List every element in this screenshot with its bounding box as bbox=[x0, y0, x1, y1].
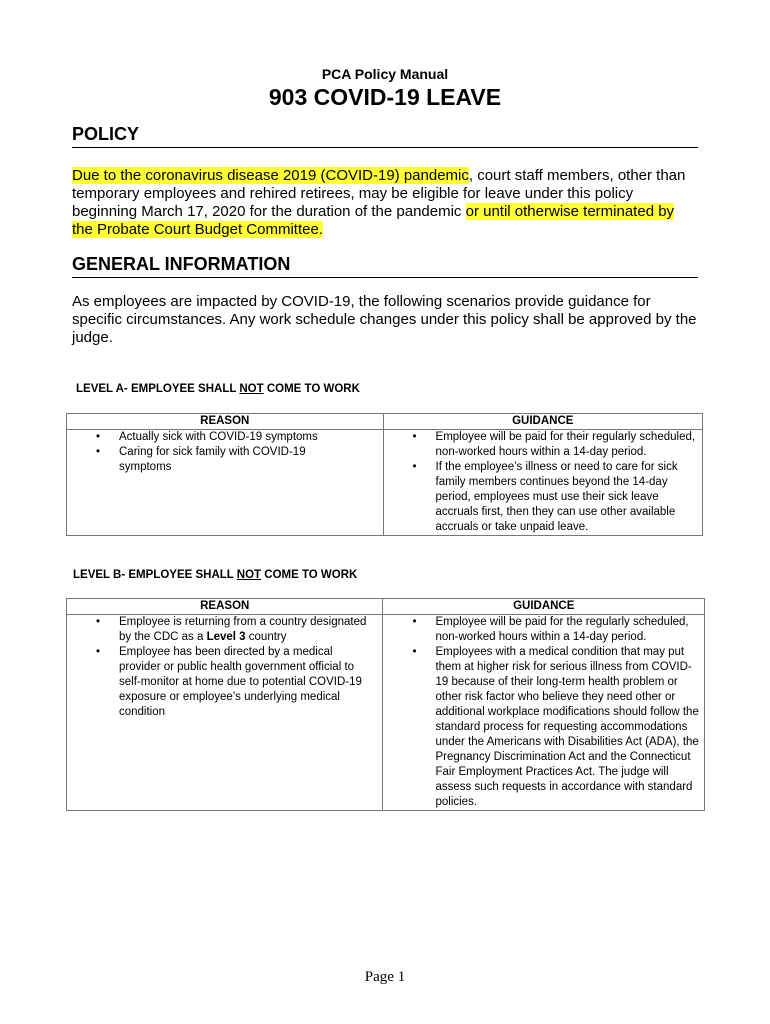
level-a-header-row bbox=[67, 414, 703, 430]
page-number: Page 1 bbox=[364, 969, 406, 985]
policy-highlight-1: Due to the coronavirus disease 2019 (COVID-19) pandemic bbox=[72, 167, 469, 184]
list-item: • Caring for sick family with COVID-19 symptoms bbox=[119, 445, 343, 475]
level-a-reason-cell bbox=[67, 430, 384, 536]
level-b-reason-header: REASON bbox=[67, 599, 383, 615]
level-b-reason-cell bbox=[67, 615, 383, 811]
level-a-guidance-header: GUIDANCE bbox=[383, 414, 702, 430]
level-b-guidance-header: GUIDANCE bbox=[383, 599, 705, 615]
level-b-header-row bbox=[67, 599, 705, 615]
level-b-heading-suffix: COME TO WORK bbox=[261, 569, 358, 581]
reason-1-text: Employee is returning from a country designated by the CDC as a bbox=[119, 616, 367, 643]
level-b-heading-not: NOT bbox=[236, 569, 262, 581]
level-a-row bbox=[67, 430, 703, 536]
reason-1-level: Level 3 bbox=[206, 631, 246, 643]
level-b-row bbox=[67, 615, 705, 811]
level-b-heading bbox=[73, 569, 357, 581]
list-item: • Employee will be paid for their regularly scheduled, non-worked hours within a 14-day period. bbox=[436, 430, 699, 460]
level-b-heading-prefix: LEVEL B- EMPLOYEE SHALL bbox=[73, 569, 237, 581]
level-b-guidance-cell bbox=[383, 615, 705, 811]
list-item: • Employees with a medical condition that may put them at higher risk for serious illness from COVID-19 because of their long-term health problem or other risk factor who believe they need other or additional workplace modifications should follow the standard process for requesting accommodations under the Americans with Disabilities Act (ADA), the Pregnancy Discrimination Act and the Connecticut Fair Employment Practices Act. The judge will assess such requests in accordance with standard policies. bbox=[435, 645, 700, 810]
list-item: • Employee will be paid for the regularly scheduled, non-worked hours within a 14-day period. bbox=[435, 615, 700, 645]
general-information-heading: GENERAL INFORMATION bbox=[72, 254, 698, 278]
policy-highlight-2: or until otherwise terminated by the Probate Court Budget Committee. bbox=[72, 203, 675, 238]
level-b-table bbox=[66, 598, 705, 811]
policy-text: , court staff members, other than temporary employees and rehired retirees, may be eligible for leave under this policy beginning March 17, 2020 for the duration of the pandemic bbox=[72, 167, 686, 220]
level-a-reason-header: REASON bbox=[67, 414, 384, 430]
general-information-paragraph: As employees are impacted by COVID-19, the following scenarios provide guidance for specific circumstances. Any work schedule changes under this policy shall be approved by the judge. bbox=[72, 293, 697, 346]
list-item: • Employee has been directed by a medical provider or public health government official to self-monitor at home due to potential COVID-19 exposure or employee’s underlying medical condition bbox=[119, 645, 376, 720]
reason-1-suffix: country bbox=[245, 631, 287, 643]
level-a-heading-prefix: LEVEL A- EMPLOYEE SHALL bbox=[76, 383, 240, 395]
level-a-table bbox=[66, 413, 703, 536]
list-item: • Actually sick with COVID-19 symptoms bbox=[119, 430, 343, 445]
document-title: 903 COVID-19 LEAVE bbox=[268, 84, 502, 110]
level-a-guidance-cell bbox=[383, 430, 702, 536]
level-a-heading bbox=[76, 383, 360, 395]
list-item: • If the employee’s illness or need to care for sick family members continues beyond the 14-day period, employees must use their sick leave accruals first, then they can use other available accruals or take unpaid leave. bbox=[436, 460, 699, 535]
policy-heading: POLICY bbox=[72, 124, 698, 148]
list-item bbox=[119, 615, 376, 645]
policy-paragraph bbox=[72, 167, 698, 239]
level-a-heading-suffix: COME TO WORK bbox=[263, 383, 360, 395]
manual-title: PCA Policy Manual bbox=[321, 66, 449, 82]
level-a-heading-not: NOT bbox=[239, 383, 264, 395]
